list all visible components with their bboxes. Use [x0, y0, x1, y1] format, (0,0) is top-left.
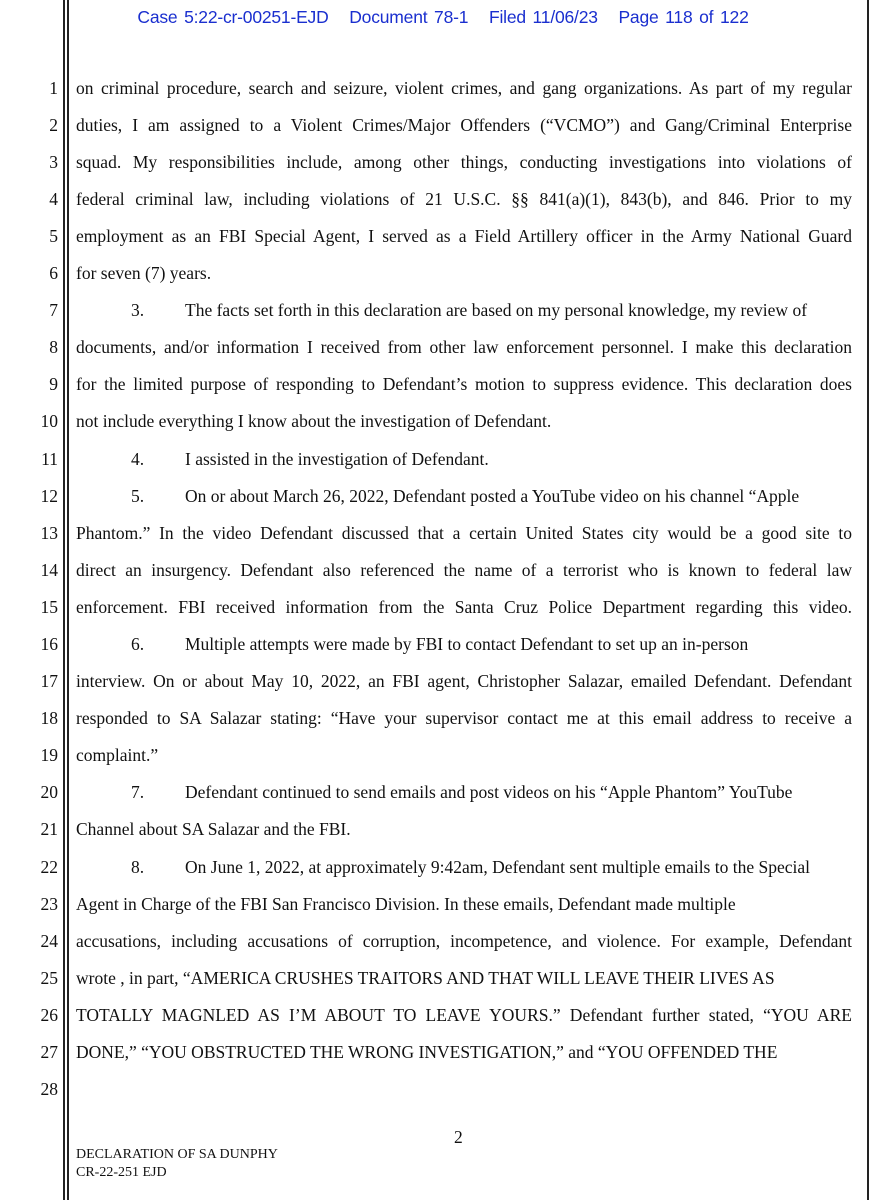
line-number: 27 — [40, 1042, 58, 1062]
text-line — [76, 818, 351, 840]
line-number: 17 — [40, 671, 58, 691]
line-text: On June 1, 2022, at approximately 9:42am, Defendant sent multiple emails to the Special — [185, 857, 810, 877]
line-text: accusations, including accusations of corruption, incompetence, and violence. For example, Defendant — [76, 931, 852, 951]
filed-date: Filed 11/06/23 — [488, 7, 598, 27]
line-number: 11 — [41, 449, 58, 469]
text-line — [76, 151, 852, 173]
paragraph-number: 7. — [131, 782, 145, 802]
text-line — [76, 856, 810, 878]
line-number: 23 — [40, 894, 58, 914]
text-line — [76, 559, 852, 581]
line-number: 10 — [40, 411, 58, 431]
text-line — [76, 114, 852, 136]
text-line — [76, 893, 736, 915]
line-text: DONE,” “YOU OBSTRUCTED THE WRONG INVESTIGATION,” and “YOU OFFENDED THE — [76, 1042, 778, 1062]
line-text: I assisted in the investigation of Defendant. — [185, 449, 489, 469]
line-number: 7 — [49, 300, 58, 320]
line-text: on criminal procedure, search and seizure, violent crimes, and gang organizations. As part of my regular — [76, 78, 852, 98]
text-line — [76, 77, 852, 99]
line-text: TOTALLY MAGNLED AS I’M ABOUT TO LEAVE YOURS.” Defendant further stated, “YOU ARE — [76, 1005, 852, 1025]
text-line — [76, 930, 852, 952]
line-number: 15 — [40, 597, 58, 617]
line-text: Phantom.” In the video Defendant discussed that a certain United States city would be a good site to — [76, 523, 852, 543]
line-text: documents, and/or information I received from other law enforcement personnel. I make this declaration — [76, 337, 852, 357]
paragraph-number: 3. — [131, 300, 145, 320]
line-number: 19 — [40, 745, 58, 765]
line-text: not include everything I know about the investigation of Defendant. — [76, 411, 552, 431]
text-line — [76, 225, 852, 247]
text-line — [76, 1041, 777, 1063]
line-number: 24 — [40, 931, 58, 951]
text-line — [76, 485, 799, 507]
footer-caption — [76, 1146, 278, 1182]
text-line — [76, 781, 792, 803]
line-text: responded to SA Salazar stating: “Have your supervisor contact me at this email address to receive a — [76, 708, 852, 728]
line-text: enforcement. FBI received information from the Santa Cruz Police Department regarding this video. — [76, 597, 852, 617]
text-line — [76, 1004, 852, 1026]
line-text: for the limited purpose of responding to Defendant’s motion to suppress evidence. This declaration does — [76, 374, 852, 394]
text-line — [76, 262, 211, 284]
text-line — [76, 670, 852, 692]
line-text: federal criminal law, including violations of 21 U.S.C. §§ 841(a)(1), 843(b), and 846. Prior to my — [76, 189, 852, 209]
text-line — [76, 373, 852, 395]
footer-case-number: CR-22-251 EJD — [76, 1165, 167, 1180]
line-text: interview. On or about May 10, 2022, an FBI agent, Christopher Salazar, emailed Defendant. Defendant — [76, 671, 852, 691]
line-text: wrote , in part, “AMERICA CRUSHES TRAITORS AND THAT WILL LEAVE THEIR LIVES AS — [76, 968, 775, 988]
page-count: Page 118 of 122 — [618, 7, 749, 27]
text-line — [76, 336, 852, 358]
text-line — [76, 633, 748, 655]
line-number: 4 — [49, 189, 58, 209]
line-number: 22 — [40, 857, 58, 877]
right-margin-rule — [867, 0, 869, 1200]
line-text: duties, I am assigned to a Violent Crimes/Major Offenders (“VCMO”) and Gang/Criminal Enterprise — [76, 115, 852, 135]
line-text: Defendant continued to send emails and post videos on his “Apple Phantom” YouTube — [185, 782, 793, 802]
line-number: 12 — [40, 486, 58, 506]
text-line — [76, 744, 158, 766]
line-number: 5 — [49, 226, 58, 246]
line-text: squad. My responsibilities include, among other things, conducting investigations into violations of — [76, 152, 852, 172]
line-number: 26 — [40, 1005, 58, 1025]
line-number: 25 — [40, 968, 58, 988]
line-number: 18 — [40, 708, 58, 728]
text-line — [76, 188, 852, 210]
line-text: The facts set forth in this declaration are based on my personal knowledge, my review of — [185, 300, 808, 320]
paragraph-number: 6. — [131, 634, 145, 654]
paragraph-number: 5. — [131, 486, 145, 506]
line-text: direct an insurgency. Defendant also referenced the name of a terrorist who is known to federal law — [76, 560, 852, 580]
document-number: Document 78-1 — [349, 7, 469, 27]
left-margin-rule-inner — [67, 0, 69, 1200]
line-number: 14 — [40, 560, 58, 580]
line-number: 20 — [40, 782, 58, 802]
line-text: complaint.” — [76, 745, 159, 765]
text-line — [76, 299, 807, 321]
text-line — [76, 448, 489, 470]
line-number: 28 — [40, 1079, 58, 1099]
text-line — [76, 522, 852, 544]
line-number: 9 — [49, 374, 58, 394]
page-number: 2 — [454, 1127, 463, 1147]
line-number: 13 — [40, 523, 58, 543]
line-number: 16 — [40, 634, 58, 654]
line-text: Multiple attempts were made by FBI to contact Defendant to set up an in-person — [185, 634, 749, 654]
text-line — [76, 707, 852, 729]
line-text: for seven (7) years. — [76, 263, 212, 283]
text-line — [76, 410, 551, 432]
left-margin-rule — [63, 0, 65, 1200]
paragraph-number: 8. — [131, 857, 145, 877]
line-number: 21 — [40, 819, 58, 839]
line-number: 3 — [49, 152, 58, 172]
line-text: On or about March 26, 2022, Defendant posted a YouTube video on his channel “Apple — [185, 486, 800, 506]
line-number: 6 — [49, 263, 58, 283]
case-number: Case 5:22-cr-00251-EJD — [137, 7, 329, 27]
line-number: 2 — [49, 115, 58, 135]
line-number: 1 — [49, 78, 58, 98]
line-number: 8 — [49, 337, 58, 357]
text-line — [76, 967, 775, 989]
line-text: Agent in Charge of the FBI San Francisco Division. In these emails, Defendant made multiple — [76, 894, 736, 914]
paragraph-number: 4. — [131, 449, 145, 469]
text-line — [76, 596, 852, 618]
line-text: employment as an FBI Special Agent, I served as a Field Artillery officer in the Army National Guard — [76, 226, 852, 246]
document-title: DECLARATION OF SA DUNPHY — [76, 1147, 278, 1162]
ecf-header-stamp — [0, 7, 886, 28]
line-text: Channel about SA Salazar and the FBI. — [76, 819, 351, 839]
